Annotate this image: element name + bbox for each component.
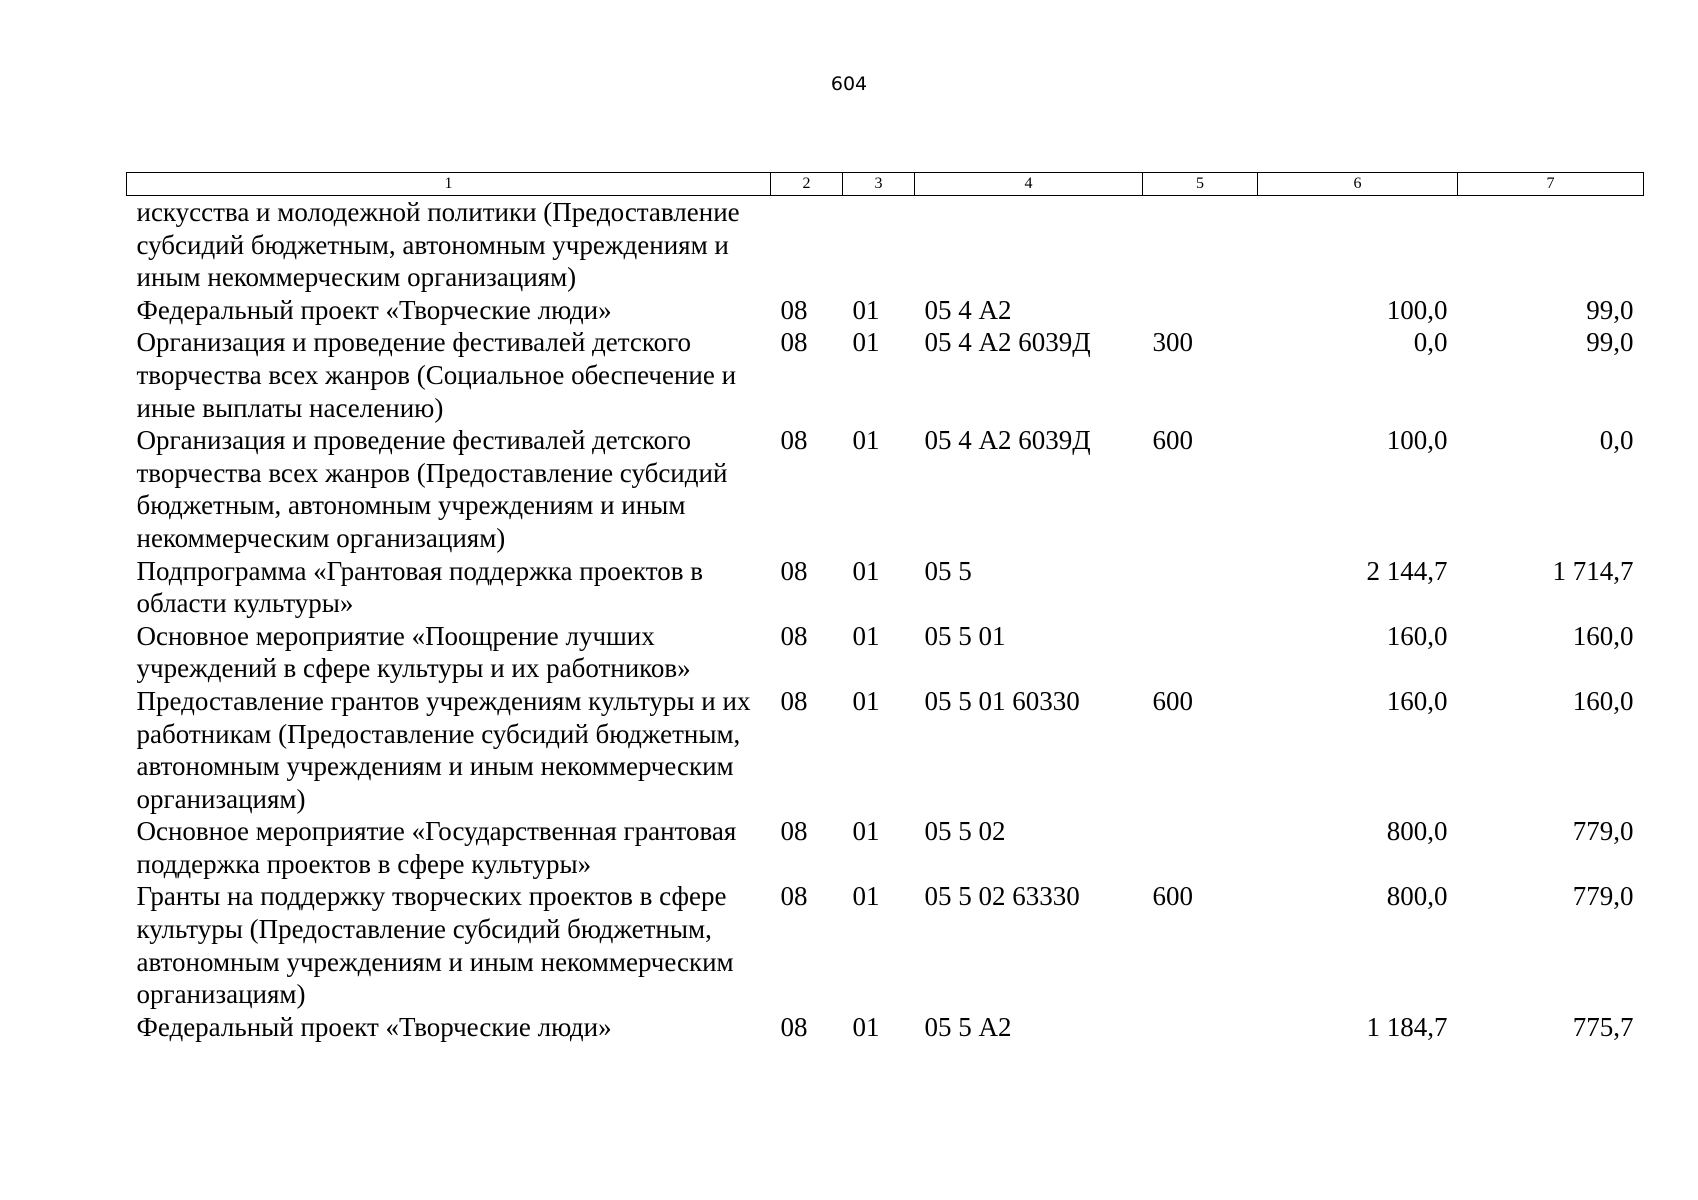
row-name: Федеральный проект «Творческие люди» <box>136 1011 612 1042</box>
row-target-code: 05 5 01 60330 <box>924 685 1080 716</box>
row-amount-2: 779,0 <box>1572 881 1634 912</box>
table-row <box>127 620 1644 685</box>
row-section: 08 <box>780 425 808 456</box>
row-target-code: 05 4 А2 6039Д <box>924 327 1091 358</box>
row-subsection: 01 <box>852 425 880 456</box>
row-expense-type <box>1143 1011 1258 1044</box>
row-expense-type <box>1143 196 1258 294</box>
table-row <box>127 424 1644 554</box>
row-target-code: 05 4 А2 6039Д <box>924 425 1091 456</box>
row-amount-2: 160,0 <box>1572 620 1634 651</box>
row-name: Федеральный проект «Творческие люди» <box>136 294 612 325</box>
row-amount-1: 160,0 <box>1386 685 1448 716</box>
column-header: 1 <box>127 173 771 196</box>
row-subsection: 01 <box>852 685 880 716</box>
row-subsection: 01 <box>852 620 880 651</box>
row-name: искусства и молодежной политики (Предоставление субсидий бюджетным, автономным учреждениям и иным некоммерческим организациям) <box>136 197 740 293</box>
row-target-code: 05 5 02 <box>924 816 1006 847</box>
row-section <box>771 196 843 294</box>
row-amount-1: 0,0 <box>1413 327 1448 358</box>
row-name: Гранты на поддержку творческих проектов в сфере культуры (Предоставление субсидий бюджетным, автономным учреждениям и иным некоммерческим организациям) <box>136 881 734 1010</box>
table-row <box>127 326 1644 424</box>
table-header <box>127 173 1644 196</box>
row-amount-2: 1 714,7 <box>1552 555 1634 586</box>
row-amount-1 <box>1258 196 1458 294</box>
row-subsection: 01 <box>852 816 880 847</box>
header-row <box>127 173 1644 196</box>
table-row <box>127 685 1644 815</box>
table-row <box>127 555 1644 620</box>
row-subsection <box>843 196 915 294</box>
row-amount-2: 0,0 <box>1599 425 1634 456</box>
table-body <box>127 196 1644 1044</box>
row-amount-1: 2 144,7 <box>1366 555 1448 586</box>
row-amount-1: 800,0 <box>1386 816 1448 847</box>
row-name: Основное мероприятие «Поощрение лучших учреждений в сфере культуры и их работников» <box>136 620 691 684</box>
row-expense-type <box>1143 555 1258 620</box>
row-amount-2: 99,0 <box>1586 294 1634 325</box>
row-expense-type <box>1143 815 1258 880</box>
row-amount-2: 99,0 <box>1586 327 1634 358</box>
row-amount-1: 100,0 <box>1386 425 1448 456</box>
row-subsection: 01 <box>852 881 880 912</box>
row-target-code: 05 5 02 63330 <box>924 881 1080 912</box>
row-expense-type: 300 <box>1152 327 1193 358</box>
table-row <box>127 1011 1644 1044</box>
row-amount-1: 160,0 <box>1386 620 1448 651</box>
row-target-code: 05 4 А2 <box>924 294 1012 325</box>
row-subsection: 01 <box>852 555 880 586</box>
row-amount-2: 775,7 <box>1572 1011 1634 1042</box>
row-expense-type <box>1143 620 1258 685</box>
row-section: 08 <box>780 294 808 325</box>
column-header: 2 <box>771 173 843 196</box>
row-name: Подпрограмма «Грантовая поддержка проектов в области культуры» <box>136 555 703 619</box>
row-section: 08 <box>780 816 808 847</box>
column-header: 7 <box>1458 173 1644 196</box>
row-target-code: 05 5 А2 <box>924 1011 1012 1042</box>
row-amount-2: 779,0 <box>1572 816 1634 847</box>
row-target-code: 05 5 01 <box>924 620 1006 651</box>
row-subsection: 01 <box>852 1011 880 1042</box>
column-header: 5 <box>1143 173 1258 196</box>
row-name: Предоставление грантов учреждениям культуры и их работникам (Предоставление субсидий бюджетным, автономным учреждениям и иным некоммерческим организациям) <box>136 685 751 814</box>
row-section: 08 <box>780 327 808 358</box>
table-row <box>127 880 1644 1010</box>
row-name: Основное мероприятие «Государственная грантовая поддержка проектов в сфере культуры» <box>136 816 737 879</box>
table-row <box>127 815 1644 880</box>
row-name: Организация и проведение фестивалей детского творчества всех жанров (Предоставление субсидий бюджетным, автономным учреждениям и иным некоммерческим организациям) <box>136 425 728 553</box>
row-section: 08 <box>780 620 808 651</box>
row-section: 08 <box>780 1011 808 1042</box>
row-expense-type: 600 <box>1152 881 1193 912</box>
row-section: 08 <box>780 881 808 912</box>
row-amount-1: 1 184,7 <box>1366 1011 1448 1042</box>
column-header: 3 <box>843 173 915 196</box>
row-target-code <box>915 196 1143 294</box>
row-section: 08 <box>780 685 808 716</box>
row-amount-2: 160,0 <box>1572 685 1634 716</box>
table-row <box>127 294 1644 327</box>
budget-table <box>126 172 1644 1043</box>
table-row <box>127 196 1644 294</box>
column-header: 4 <box>915 173 1143 196</box>
page-number: 604 <box>830 73 868 95</box>
row-target-code: 05 5 <box>924 555 972 586</box>
row-expense-type <box>1143 294 1258 327</box>
row-amount-2 <box>1458 196 1644 294</box>
column-header: 6 <box>1258 173 1458 196</box>
row-expense-type: 600 <box>1152 425 1193 456</box>
row-subsection: 01 <box>852 294 880 325</box>
row-amount-1: 800,0 <box>1386 881 1448 912</box>
row-amount-1: 100,0 <box>1386 294 1448 325</box>
row-name: Организация и проведение фестивалей детского творчества всех жанров (Социальное обеспечение и иные выплаты населению) <box>136 327 737 423</box>
row-expense-type: 600 <box>1152 685 1193 716</box>
row-subsection: 01 <box>852 327 880 358</box>
row-section: 08 <box>780 555 808 586</box>
